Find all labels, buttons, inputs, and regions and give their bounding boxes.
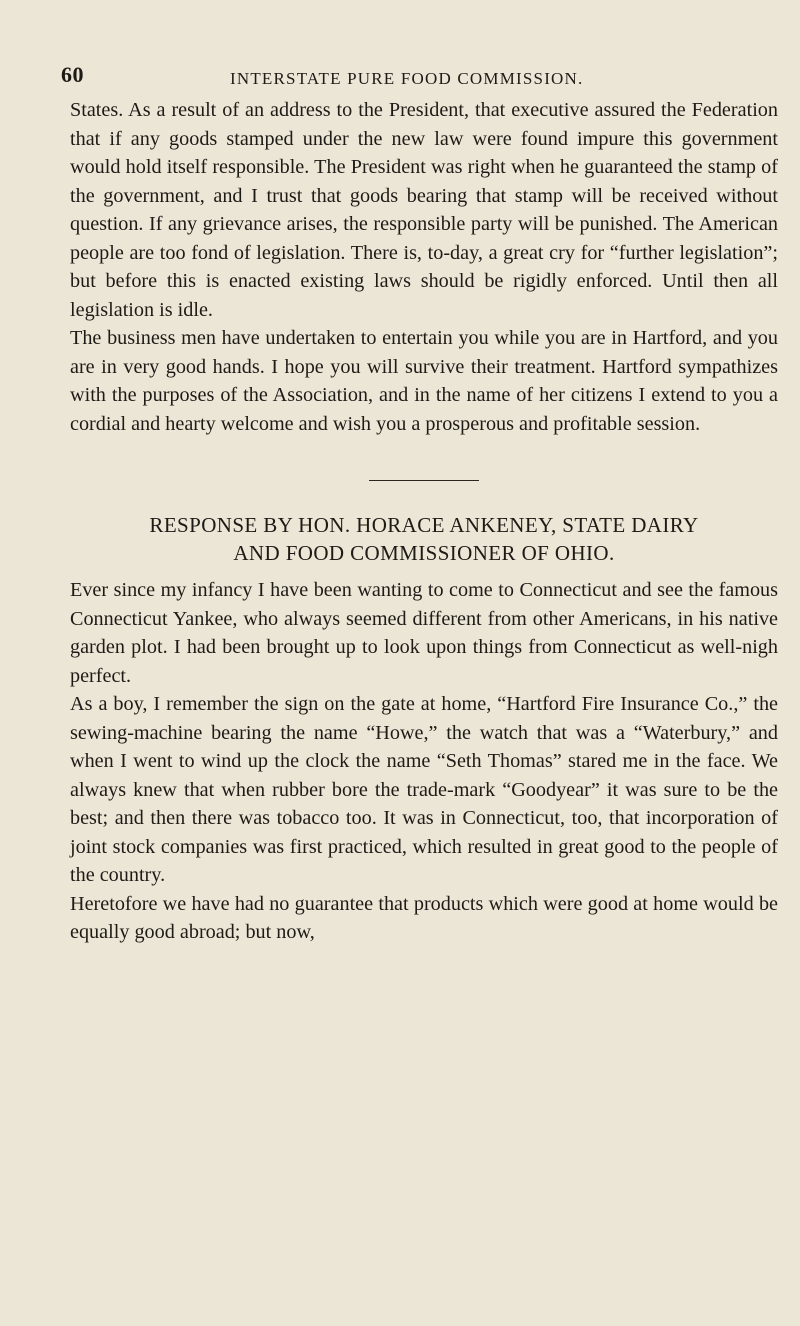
running-title: INTERSTATE PURE FOOD COMMISSION. xyxy=(230,69,584,88)
address-body xyxy=(70,96,778,438)
address-paragraph-1: States. As a result of an address to the President, that executive assured the Federation that if any goods stamped under the new law were found impure this government would hold itself responsible. The President was right when he guaranteed the stamp of the government, and I trust that goods bearing that stamp will be received without question. If any grievance arises, the responsible party will be punished. The American people are too fond of legislation. There is, to-day, a great cry for “further legislation”; but before this is enacted existing laws should be rigidly enforced. Until then all legislation is idle. xyxy=(70,99,778,321)
response-paragraph-2: As a boy, I remember the sign on the gate at home, “Hartford Fire Insurance Co.,” the sewing-machine bearing the name “Howe,” the watch that was a “Waterbury,” and when I went to wind up the clock the name “Seth Thomas” stared me in the face. We always knew that when rubber bore the trade-mark “Goodyear” it was sure to be the best; and then there was tobacco too. It was in Connecticut, too, that incorporation of joint stock companies was first practiced, which resulted in great good to the people of the country. xyxy=(70,693,778,886)
section-divider xyxy=(369,480,479,481)
section-heading-line-1: RESPONSE BY HON. HORACE ANKENEY, STATE DAIRY xyxy=(149,513,699,537)
response-body xyxy=(70,576,778,947)
section-heading xyxy=(70,511,778,567)
section-heading-line-2: AND FOOD COMMISSIONER OF OHIO. xyxy=(233,541,615,565)
page-number: 60 xyxy=(61,62,84,87)
running-header xyxy=(61,58,778,92)
response-paragraph-3: Heretofore we have had no guarantee that products which were good at home would be equally good abroad; but now, xyxy=(70,892,778,943)
response-paragraph-1: Ever since my infancy I have been wanting to come to Connecticut and see the famous Connecticut Yankee, who always seemed different from other Americans, in his native garden plot. I had been brought up to look upon things from Connecticut as well-nigh perfect. xyxy=(70,579,778,687)
address-paragraph-2: The business men have undertaken to entertain you while you are in Hartford, and you are in very good hands. I hope you will survive their treatment. Hartford sympathizes with the purposes of the Association, and in the name of her citizens I extend to you a cordial and hearty welcome and wish you a prosperous and profitable session. xyxy=(70,327,778,435)
